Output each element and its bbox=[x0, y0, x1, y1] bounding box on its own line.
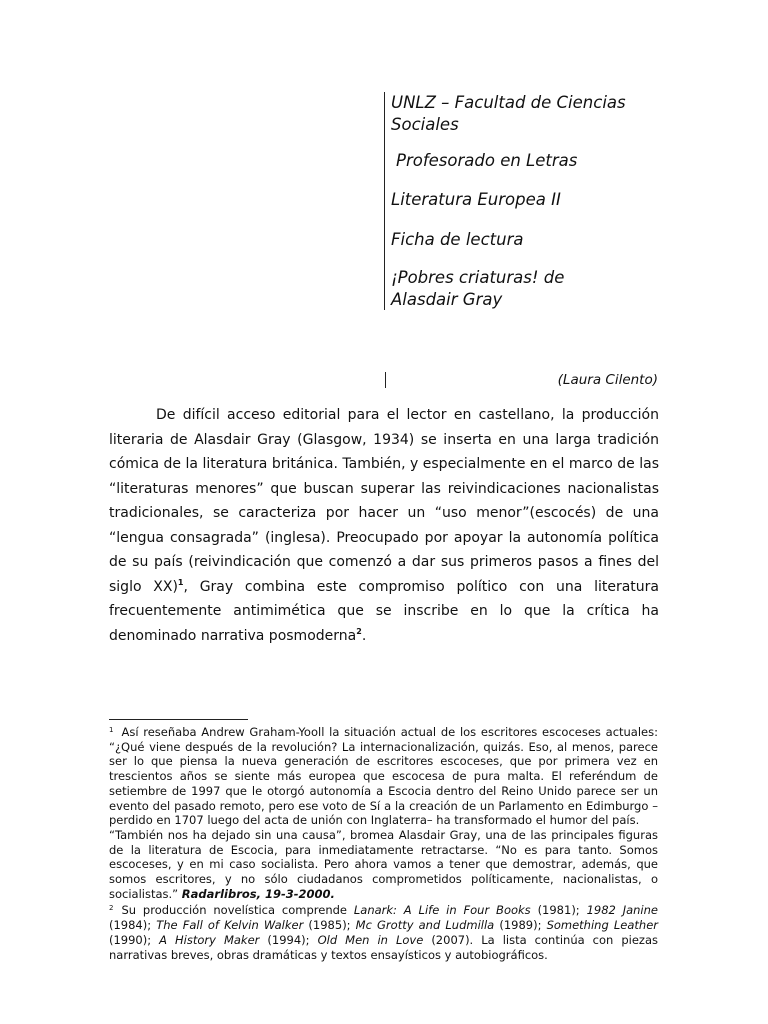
institution-name: UNLZ – Facultad de Ciencias Sociales bbox=[391, 93, 626, 134]
footnote-text: (2007). La lista continúa con piezas narrativas breves, obras dramáticas y textos ensayísticos y autobiográficos. bbox=[109, 932, 658, 962]
footnote-number: 2 bbox=[109, 904, 114, 913]
course-name: Literatura Europea II bbox=[391, 190, 561, 209]
body-paragraph bbox=[109, 403, 659, 648]
footnote-separator bbox=[109, 719, 248, 720]
footnote-2 bbox=[109, 901, 658, 962]
footnote-number: 1 bbox=[109, 726, 114, 734]
footnote-ref-1[interactable]: 1 bbox=[177, 577, 184, 587]
work-title: Old Men in Love bbox=[317, 932, 424, 947]
work-title: Mc Grotty and Ludmilla bbox=[355, 918, 495, 933]
document-type: Ficha de lectura bbox=[391, 230, 524, 249]
work-year: (1985); bbox=[303, 918, 356, 933]
paragraph-text-a: De difícil acceso editorial para el lector en castellano, la producción literaria de Alasdair Gray (Glasgow, 1934) se inserta en una larga tradición cómica de la literatura británica. También, y especialmente en el marco de las “literaturas menores” que buscan superar las reivindicaciones nacionalistas tradicionales, se caracteriza por hacer un “uso menor”(escocés) de una “lengua consagrada” (inglesa). Preocupado por apoyar la autonomía política de su país (reivindicación que comenzó a dar sus primeros pasos a fines del siglo XX) bbox=[109, 407, 659, 595]
work-year: (1990); bbox=[109, 932, 160, 947]
footnote-quote: “¿Qué viene después de la revolución? La internacionalización, quizás. Eso, al menos, parece ser lo que piensa la nueva generación de escritores escoceses, que por primera vez en trescientos años se siente más europea que escocesa de pura malta. El referéndum de setiembre de 1997 que le otorgó autonomía a Escocia dentro del Reino Unido parece ser un evento del pasado remoto, pero ese voto de Sí a la creación de un Parlamento en Edimburgo –perdido en 1707 luego del acta de unión con Inglaterra– ha transformado el humor del país. bbox=[109, 739, 658, 828]
footnote-source: Radarlibros, 19-3-2000. bbox=[181, 886, 335, 901]
footnotes bbox=[109, 723, 658, 962]
work-title: A History Maker bbox=[159, 932, 260, 947]
program-name: Profesorado en Letras bbox=[396, 151, 578, 170]
paragraph-text-b: , Gray combina este compromiso político con una literatura frecuentemente antimimética que se inscribe en lo que la crítica ha denominado narrativa posmoderna bbox=[109, 578, 659, 644]
footnote-text: Su producción novelística comprende bbox=[121, 903, 354, 918]
paragraph-text-c: . bbox=[361, 627, 367, 644]
header-block bbox=[384, 92, 690, 310]
work-year: (1981); bbox=[530, 903, 587, 918]
work-title: The Fall of Kelvin Walker bbox=[156, 918, 304, 933]
work-title: Lanark: A Life in Four Books bbox=[353, 903, 531, 918]
work-year: (1989); bbox=[494, 918, 547, 933]
author-name: (Laura Cilento) bbox=[557, 372, 658, 388]
work-title: ¡Pobres criaturas! de Alasdair Gray bbox=[391, 268, 565, 309]
footnote-text: Así reseñaba Andrew Graham-Yooll la situación actual de los escritores escoceses actuales: bbox=[121, 725, 658, 739]
work-title: 1982 Janine bbox=[586, 903, 658, 918]
footnote-1 bbox=[109, 723, 658, 828]
text-cursor bbox=[385, 372, 386, 388]
footnote-ref-2[interactable]: 2 bbox=[356, 626, 362, 636]
work-year: (1994); bbox=[259, 932, 318, 947]
footnote-text: “También nos ha dejado sin una causa”, bromea Alasdair Gray, una de las principales figuras de la literatura de Escocia, para inmediatamente retractarse. “No es para tanto. Somos escoceses, y en mi caso socialista. Pero ahora vamos a tener que demostrar, además, que somos escritores, y no sólo ciudadanos comprometidos políticamente, nacionalistas, o socialistas.” bbox=[109, 827, 658, 901]
footnote-1-continued bbox=[109, 828, 658, 902]
work-title: Something Leather bbox=[546, 918, 658, 933]
work-year: (1984); bbox=[109, 918, 157, 933]
